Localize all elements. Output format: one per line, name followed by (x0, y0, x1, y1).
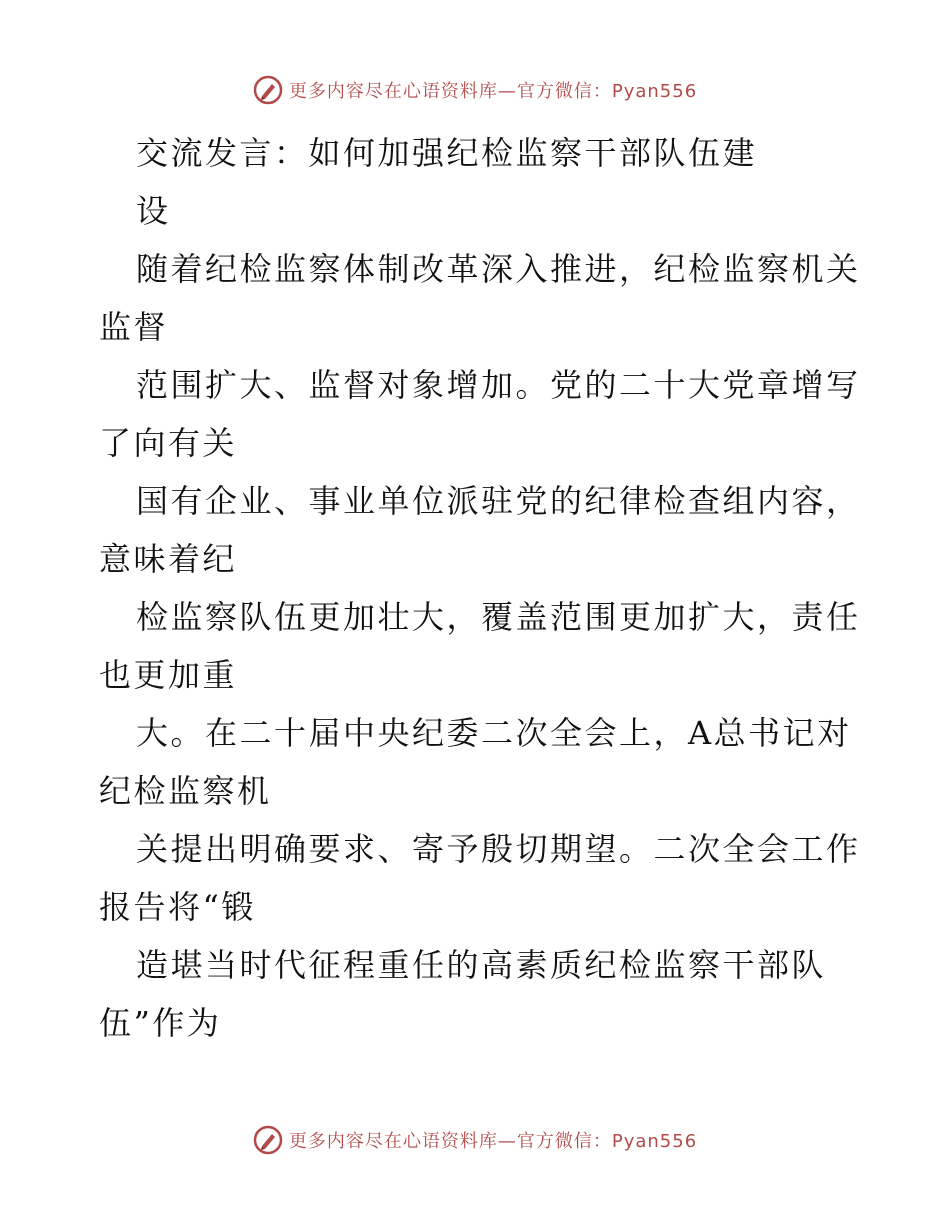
paragraph-line: 关提出明确要求、寄予殷切期望。二次全会工作 (136, 830, 861, 868)
paragraph-line: 也更加重 (99, 656, 238, 694)
paragraph-line: 随着纪检监察体制改革深入推进，纪检监察机关 (136, 250, 861, 288)
paragraph-line: 报告将“锻 (99, 888, 256, 926)
paragraph-line: 检监察队伍更加壮大，覆盖范围更加扩大，责任 (136, 598, 861, 636)
paragraph-line: 了向有关 (99, 424, 238, 462)
paragraph-line: 大。在二十届中央纪委二次全会上，A总书记对 (136, 714, 852, 752)
title-line-2: 设 (136, 192, 171, 230)
paragraph-line: 监督 (99, 308, 169, 346)
pen-logo-icon (253, 75, 283, 105)
paragraph-line: 国有企业、事业单位派驻党的纪律检查组内容， (136, 482, 861, 520)
title-line-1: 交流发言：如何加强纪检监察干部队伍建 (136, 134, 758, 172)
paragraph-line: 伍”作为 (99, 1004, 222, 1042)
paragraph-line: 造堪当时代征程重任的高素质纪检监察干部队 (136, 946, 827, 984)
paragraph-line: 意味着纪 (99, 540, 238, 578)
document-body (99, 124, 859, 1052)
paragraph-line: 纪检监察机 (99, 772, 272, 810)
watermark-text: 更多内容尽在心语资料库—官方微信：Pyan556 (288, 81, 698, 102)
pen-logo-icon (253, 1125, 283, 1155)
header-watermark (0, 70, 950, 110)
watermark-text: 更多内容尽在心语资料库—官方微信：Pyan556 (288, 1131, 698, 1152)
paragraph-line: 范围扩大、监督对象增加。党的二十大党章增写 (136, 366, 861, 404)
footer-watermark (0, 1120, 950, 1160)
